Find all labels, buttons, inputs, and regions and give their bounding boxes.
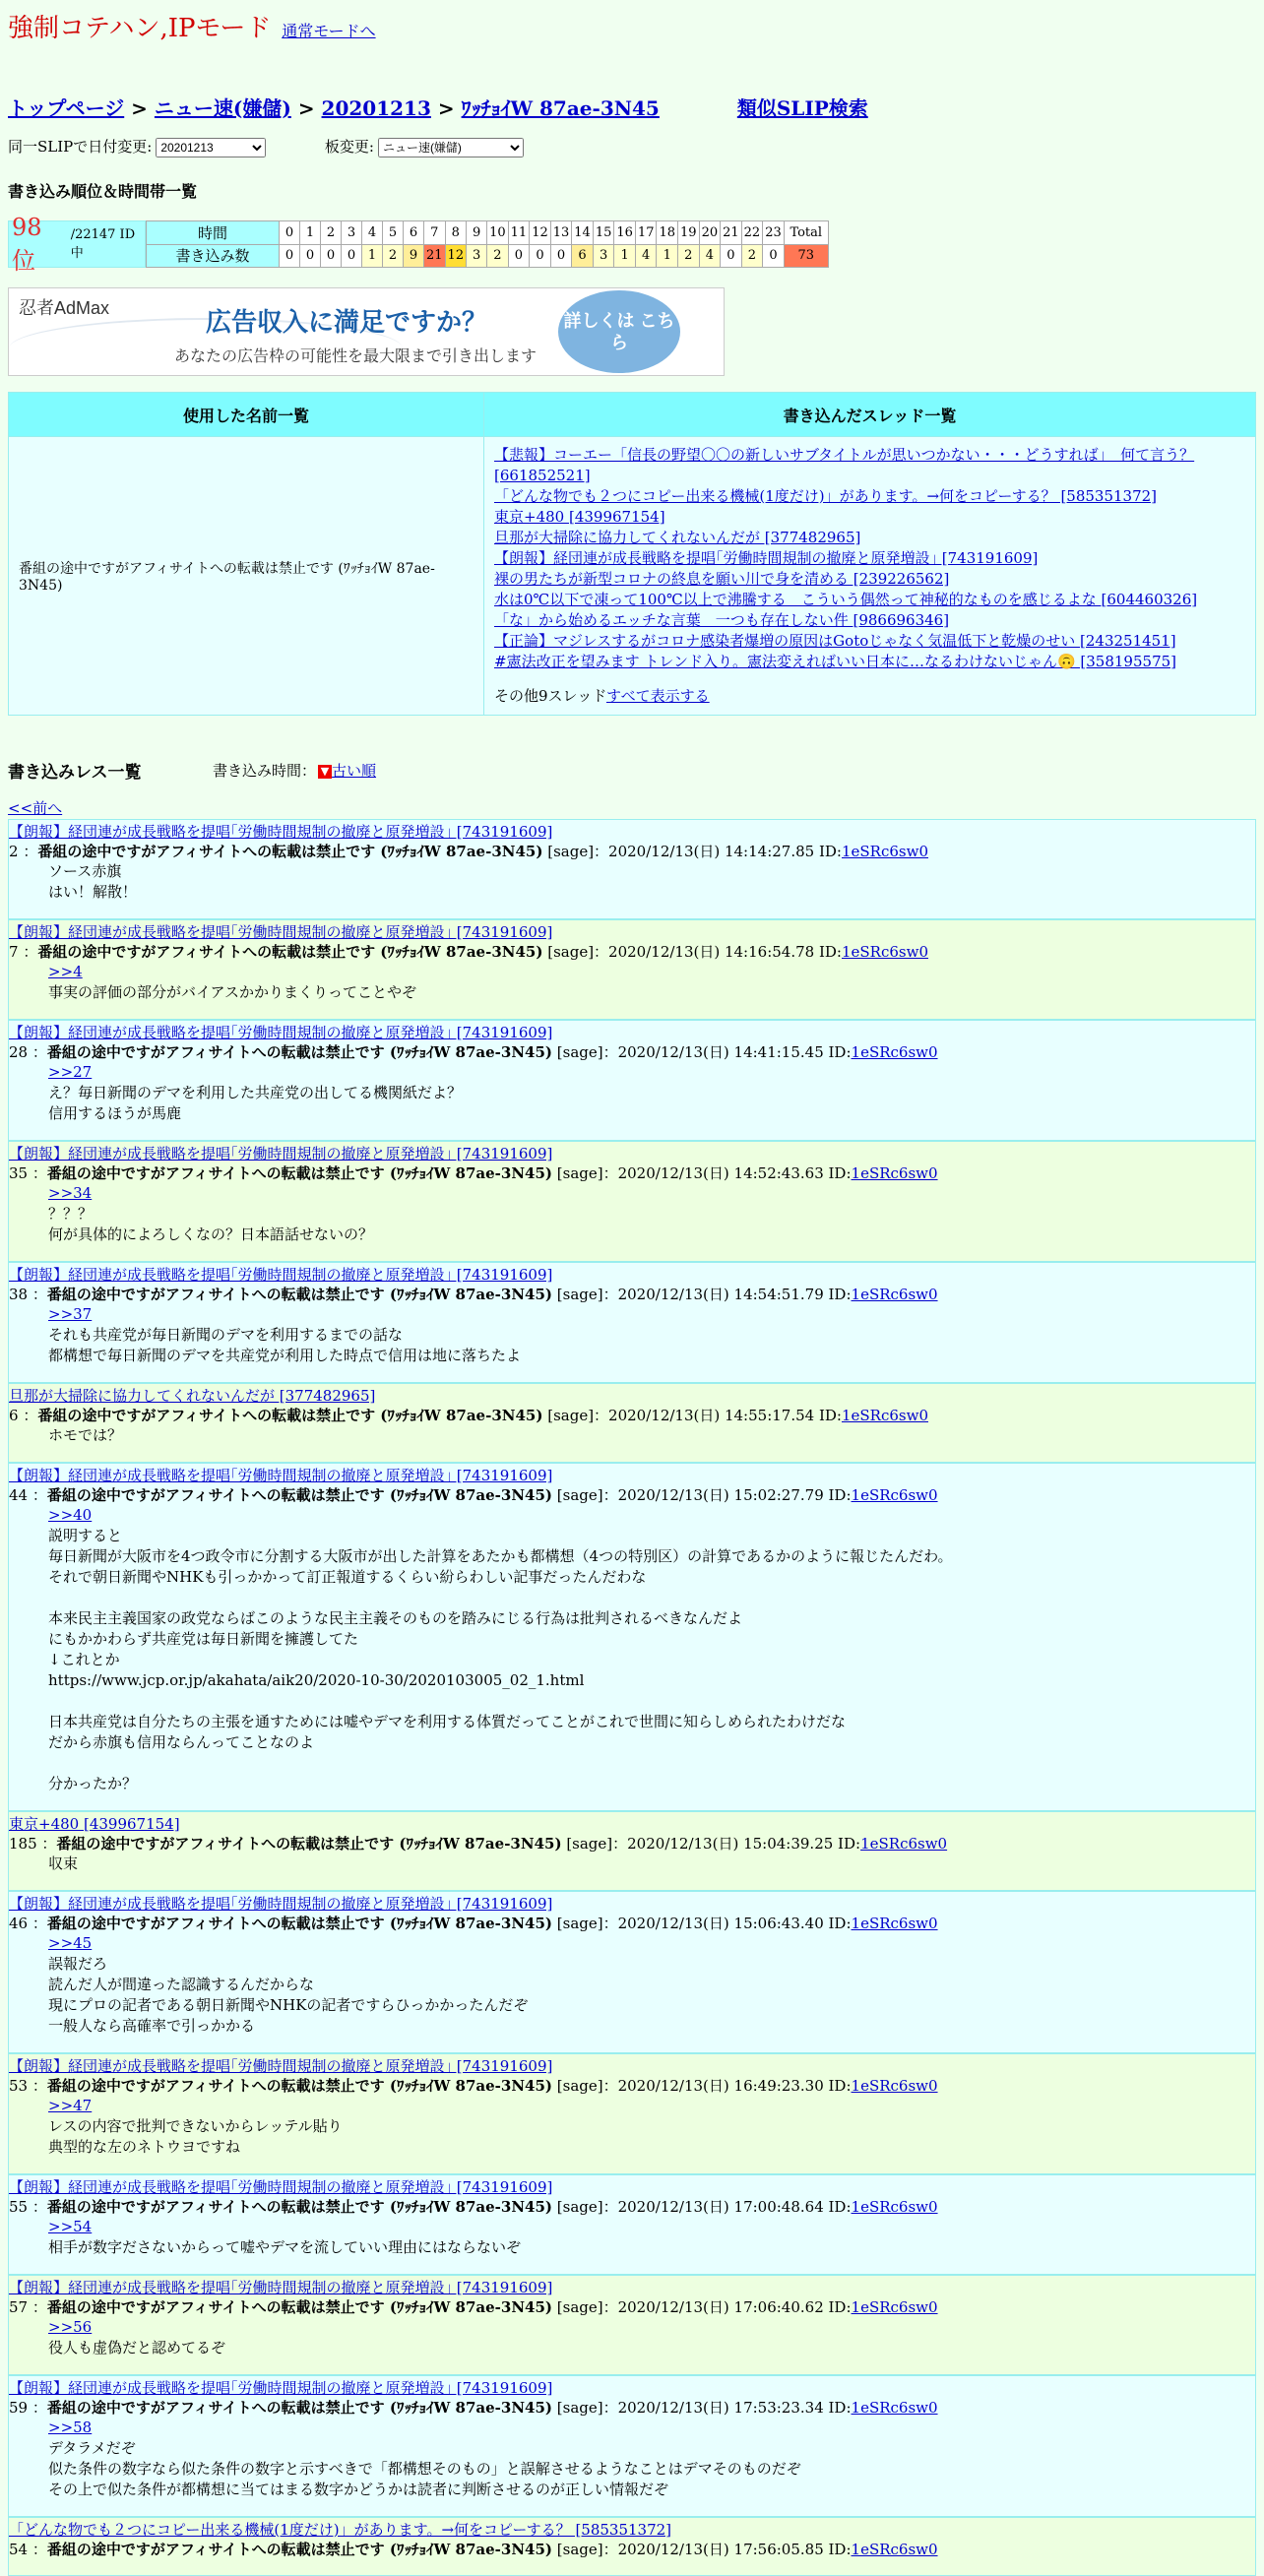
count-cell: 9 (404, 244, 424, 268)
post (8, 1141, 1256, 1262)
normal-mode-link[interactable]: 通常モードへ (282, 22, 376, 40)
post-id-link[interactable]: 1eSRc6sw0 (841, 1407, 928, 1424)
post-id-link[interactable]: 1eSRc6sw0 (851, 1915, 938, 1932)
breadcrumb-separator: > (131, 96, 148, 120)
post-number: 53 (9, 2077, 29, 2095)
count-cell: 2 (741, 244, 763, 268)
page-title: 強制コテハン,IPモード (8, 14, 272, 43)
board-select[interactable] (378, 138, 524, 157)
count-cell: 4 (635, 244, 657, 268)
post-meta: 44 ：番組の途中ですがアフィサイトへの転載は禁止です (ﾜｯﾁｮｲW 87ae-3N45) [sage]：2020/12/13(日) 15:02:27.79 ID:1eSRc6sw0 (9, 1486, 938, 1504)
count-cell: 0 (280, 244, 300, 268)
post-info: [sage]：2020/12/13(日) 15:02:27.79 ID: (552, 1486, 852, 1504)
post-info: [sage]：2020/12/13(日) 14:54:51.79 ID: (552, 1286, 852, 1303)
post-author: 番組の途中ですがアフィサイトへの転載は禁止です (ﾜｯﾁｮｲW 87ae-3N45) (56, 1835, 562, 1853)
hour-cell: 3 (342, 221, 362, 245)
hour-cell: 7 (424, 221, 446, 245)
post-thread-link[interactable]: 【朗報】経団連が成長戦略を提唱｢労働時間規制の撤廃と原発増設｣ [743191609] (9, 1145, 553, 1162)
post-author: 番組の途中ですがアフィサイトへの転載は禁止です (ﾜｯﾁｮｲW 87ae-3N45) (46, 1486, 552, 1504)
hour-cell: 10 (487, 221, 509, 245)
post-info: [sage]：2020/12/13(日) 14:55:17.54 ID: (542, 1407, 842, 1424)
reply-anchor-link[interactable]: >>47 (48, 2097, 93, 2114)
post-text: 事実の評価の部分がバイアスかかりまくりってことやぞ (48, 983, 416, 1001)
count-cell: 6 (572, 244, 594, 268)
post-thread-link[interactable]: 【朗報】経団連が成長戦略を提唱｢労働時間規制の撤廃と原発増設｣ [743191609] (9, 923, 553, 941)
post (8, 2275, 1256, 2375)
count-cell: 73 (784, 244, 828, 268)
thread-link[interactable]: 「どんな物でも２つにコピー出来る機械(1度だけ)」があります。→何をコピーする？ [585351372] (494, 487, 1158, 505)
post-id-link[interactable]: 1eSRc6sw0 (851, 2077, 938, 2095)
sort-oldest-link[interactable]: 古い順 (332, 762, 377, 780)
breadcrumb-date[interactable]: 20201213 (321, 96, 431, 120)
ad-logo: 忍者AdMax (19, 298, 110, 318)
post-body (48, 1505, 1255, 1794)
post-text: 役人も虚偽だと認めてるぞ (48, 2339, 226, 2356)
hour-row (147, 221, 829, 245)
post-text: レスの内容で批判できないからレッテル貼り 典型的な左のネトウヨですね (48, 2117, 343, 2156)
breadcrumb-board[interactable]: ニュー速(嫌儲) (154, 96, 291, 120)
other-threads (494, 686, 1245, 707)
post-author: 番組の途中ですがアフィサイトへの転載は禁止です (ﾜｯﾁｮｲW 87ae-3N45) (46, 1915, 552, 1932)
thread-link[interactable]: 裸の男たちが新型コロナの終息を願い川で身を清める [239226562] (494, 570, 950, 588)
breadcrumb-top[interactable]: トップページ (8, 96, 125, 120)
post-author: 番組の途中ですがアフィサイトへの転載は禁止です (ﾜｯﾁｮｲW 87ae-3N45) (37, 843, 543, 860)
hour-cell: 21 (721, 221, 742, 245)
post-body (48, 861, 1255, 903)
board-change-label: 板変更: (324, 138, 374, 156)
posts-section-title: 書き込みレス一覧 (8, 763, 142, 783)
post-thread-link[interactable]: 【朗報】経団連が成長戦略を提唱｢労働時間規制の撤廃と原発増設｣ [743191609] (9, 1895, 553, 1913)
post-thread-link[interactable]: 【朗報】経団連が成長戦略を提唱｢労働時間規制の撤廃と原発増設｣ [743191609] (9, 1266, 553, 1284)
ad-details-button[interactable]: 詳しくは こちら (558, 290, 680, 373)
hour-cell: 6 (404, 221, 424, 245)
post-number: 46 (9, 1915, 29, 1932)
count-cell: 2 (678, 244, 700, 268)
post-text: それも共産党が毎日新聞のデマを利用するまでの話な 都構想で毎日新聞のデマを共産党が利用した時点で信用は地に落ちたよ (48, 1326, 522, 1364)
post-text: デタラメだぞ 似た条件の数字なら似た条件の数字と示すべきで「都構想そのもの」と誤解させるようなことはデマそのものだぞ その上で似た条件が都構想に当てはまる数字かどうかは読者に判断させるのが正しい情報だぞ (48, 2439, 801, 2498)
threads-header: 書き込んだスレッド一覧 (484, 393, 1256, 437)
post-number: 38 (9, 1286, 29, 1303)
sort-control (213, 760, 376, 781)
post-id-link[interactable]: 1eSRc6sw0 (851, 2399, 938, 2417)
reply-anchor-link[interactable]: >>56 (48, 2318, 93, 2336)
post (8, 2517, 1256, 2576)
post (8, 819, 1256, 919)
post-info: [sage]：2020/12/13(日) 14:41:15.45 ID: (552, 1043, 852, 1061)
post-thread-link[interactable]: 【朗報】経団連が成長戦略を提唱｢労働時間規制の撤廃と原発増設｣ [743191609] (9, 1467, 553, 1484)
count-cell: 4 (699, 244, 721, 268)
hour-cell: 13 (550, 221, 572, 245)
post-number: 2 (9, 843, 19, 860)
post-info: [sage]：2020/12/13(日) 14:14:27.85 ID: (542, 843, 842, 860)
hour-cell: 18 (657, 221, 678, 245)
post-number: 57 (9, 2298, 29, 2316)
post-author: 番組の途中ですがアフィサイトへの転載は禁止です (ﾜｯﾁｮｲW 87ae-3N45) (46, 1043, 552, 1061)
post (8, 1891, 1256, 2053)
post-text: ホモでは？ (48, 1426, 123, 1444)
reply-anchor-link[interactable]: >>45 (48, 1934, 93, 1952)
hourly-table (146, 220, 829, 268)
hour-cell: 14 (572, 221, 594, 245)
ranking-table (8, 213, 829, 275)
posts-list (8, 819, 1256, 2576)
post (8, 1262, 1256, 1383)
post-text: ？？？ 何が具体的によろしくなの？日本語話せないの？ (48, 1205, 374, 1243)
hour-cell: 16 (614, 221, 636, 245)
show-all-threads-link[interactable]: すべて表示する (605, 687, 710, 705)
post-author: 番組の途中ですがアフィサイトへの転載は禁止です (ﾜｯﾁｮｲW 87ae-3N45) (37, 943, 543, 961)
post-author: 番組の途中ですがアフィサイトへの転載は禁止です (ﾜｯﾁｮｲW 87ae-3N45) (37, 1407, 543, 1424)
post-body (48, 1853, 1255, 1874)
count-cell: 0 (508, 244, 530, 268)
post-meta: 46 ：番組の途中ですがアフィサイトへの転載は禁止です (ﾜｯﾁｮｲW 87ae-3N45) [sage]：2020/12/13(日) 15:06:43.40 ID:1eSRc6sw0 (9, 1915, 938, 1932)
post-author: 番組の途中ですがアフィサイトへの転載は禁止です (ﾜｯﾁｮｲW 87ae-3N45) (46, 2198, 552, 2216)
hour-cell: 0 (280, 221, 300, 245)
post-thread-link[interactable]: 【朗報】経団連が成長戦略を提唱｢労働時間規制の撤廃と原発増設｣ [743191609] (9, 2057, 553, 2075)
post-number: 35 (9, 1164, 29, 1182)
hour-cell: Total (784, 221, 828, 245)
post-info: [sage]：2020/12/13(日) 17:06:40.62 ID: (552, 2298, 852, 2316)
post-meta: 185 ：番組の途中ですがアフィサイトへの転載は禁止です (ﾜｯﾁｮｲW 87ae-3N45) [sage]：2020/12/13(日) 15:04:39.25 ID:1eSRc6sw0 (9, 1835, 948, 1853)
hour-cell: 22 (741, 221, 763, 245)
count-cell: 0 (530, 244, 551, 268)
count-cell: 2 (487, 244, 509, 268)
post-id-link[interactable]: 1eSRc6sw0 (851, 1164, 938, 1182)
hour-cell: 1 (300, 221, 321, 245)
post-thread-link[interactable]: 【朗報】経団連が成長戦略を提唱｢労働時間規制の撤廃と原発増設｣ [743191609] (9, 2178, 553, 2196)
post-author: 番組の途中ですがアフィサイトへの転載は禁止です (ﾜｯﾁｮｲW 87ae-3N45) (46, 2077, 552, 2095)
post-thread-link[interactable]: 【朗報】経団連が成長戦略を提唱｢労働時間規制の撤廃と原発増設｣ [743191609] (9, 823, 553, 841)
ad-headline: 広告収入に満足ですか？ (206, 307, 488, 337)
post (8, 2053, 1256, 2174)
post (8, 1463, 1256, 1811)
ad-banner[interactable] (8, 287, 725, 376)
post-text: ソース赤旗 はい！解散！ (48, 862, 138, 901)
post-id-link[interactable]: 1eSRc6sw0 (851, 1486, 938, 1504)
page-header (8, 8, 376, 44)
ranking-section-title: 書き込み順位＆時間帯一覧 (8, 182, 198, 201)
post-number: 6 (9, 1407, 19, 1424)
post-meta: 55 ：番組の途中ですがアフィサイトへの転載は禁止です (ﾜｯﾁｮｲW 87ae-3N45) [sage]：2020/12/13(日) 17:00:48.64 ID:1eSRc6sw0 (9, 2198, 938, 2216)
hour-cell: 4 (362, 221, 383, 245)
post-meta: 57 ：番組の途中ですがアフィサイトへの転載は禁止です (ﾜｯﾁｮｲW 87ae-3N45) [sage]：2020/12/13(日) 17:06:40.62 ID:1eSRc6sw0 (9, 2298, 938, 2316)
hour-cell: 11 (508, 221, 530, 245)
hour-cell: 9 (467, 221, 487, 245)
post-info: [sage]：2020/12/13(日) 14:52:43.63 ID: (552, 1164, 852, 1182)
count-cell: 3 (593, 244, 614, 268)
count-cell: 3 (467, 244, 487, 268)
post-thread-link[interactable]: 「どんな物でも２つにコピー出来る機械(1度だけ)」があります。→何をコピーする？ [585351372] (9, 2521, 672, 2539)
post-body (48, 2096, 1255, 2158)
post-meta: 59 ：番組の途中ですがアフィサイトへの転載は禁止です (ﾜｯﾁｮｲW 87ae-3N45) [sage]：2020/12/13(日) 17:53:23.34 ID:1eSRc6sw0 (9, 2399, 938, 2417)
post-id-link[interactable]: 1eSRc6sw0 (841, 843, 928, 860)
rank-box (8, 213, 146, 275)
post-author: 番組の途中ですがアフィサイトへの転載は禁止です (ﾜｯﾁｮｲW 87ae-3N45) (46, 1286, 552, 1303)
post-body (48, 2418, 1255, 2500)
post-id-link[interactable]: 1eSRc6sw0 (851, 2298, 938, 2316)
post-body (48, 2217, 1255, 2258)
other-threads-label: その他9スレッド (494, 687, 606, 705)
post-info: [sage]：2020/12/13(日) 17:53:23.34 ID: (552, 2399, 852, 2417)
post-body (48, 1062, 1255, 1124)
post-body (48, 1304, 1255, 1366)
post-info: [sage]：2020/12/13(日) 14:16:54.78 ID: (542, 943, 842, 961)
post-id-link[interactable]: 1eSRc6sw0 (851, 1286, 938, 1303)
count-cell: 0 (321, 244, 342, 268)
post-id-link[interactable]: 1eSRc6sw0 (841, 943, 928, 961)
count-cell: 21 (424, 244, 446, 268)
thread-link[interactable]: 「な」から始めるエッチな言葉 一つも存在しない件 [986696346] (494, 611, 950, 629)
post-number: 54 (9, 2541, 29, 2558)
reply-anchor-link[interactable]: >>54 (48, 2218, 93, 2235)
selector-row (8, 136, 524, 157)
hour-cell: 23 (763, 221, 785, 245)
post (8, 2375, 1256, 2517)
post-number: 7 (9, 943, 19, 961)
post (8, 919, 1256, 1020)
post (8, 1811, 1256, 1891)
thread-link[interactable]: 【朗報】経団連が成長戦略を提唱｢労働時間規制の撤廃と原発増設｣ [743191609] (494, 549, 1039, 567)
post-meta: 7 ：番組の途中ですがアフィサイトへの転載は禁止です (ﾜｯﾁｮｲW 87ae-3N45) [sage]：2020/12/13(日) 14:16:54.78 ID:1eSRc6sw0 (9, 943, 928, 961)
reply-anchor-link[interactable]: >>34 (48, 1184, 93, 1202)
hour-label: 時間 (147, 221, 280, 245)
post-text: 誤報だろ 読んだ人が間違った認識するんだからな 現にプロの記者である朝日新聞やNHKの記者ですらひっかかったんだぞ 一般人なら高確率で引っかかる (48, 1955, 529, 2035)
post-info: [sage]：2020/12/13(日) 16:49:23.30 ID: (552, 2077, 852, 2095)
thread-link[interactable]: 旦那が大掃除に協力してくれないんだが [377482965] (494, 529, 861, 546)
post-number: 55 (9, 2198, 29, 2216)
post-id-link[interactable]: 1eSRc6sw0 (851, 1043, 938, 1061)
count-row (147, 244, 829, 268)
count-cell: 0 (550, 244, 572, 268)
prev-page-link[interactable]: <<前へ (8, 799, 63, 817)
post-meta: 2 ：番組の途中ですがアフィサイトへの転載は禁止です (ﾜｯﾁｮｲW 87ae-3N45) [sage]：2020/12/13(日) 14:14:27.85 ID:1eSRc6sw0 (9, 843, 928, 860)
post-meta: 28 ：番組の途中ですがアフィサイトへの転載は禁止です (ﾜｯﾁｮｲW 87ae-3N45) [sage]：2020/12/13(日) 14:41:15.45 ID:1eSRc6sw0 (9, 1043, 938, 1061)
post (8, 1020, 1256, 1141)
post-body (48, 2317, 1255, 2358)
post-id-link[interactable]: 1eSRc6sw0 (860, 1835, 948, 1853)
post-body (48, 962, 1255, 1003)
post-body (48, 1183, 1255, 1245)
post-text: 相手が数字ださないからって嘘やデマを流していい理由にはならないぞ (48, 2238, 522, 2256)
post-id-link[interactable]: 1eSRc6sw0 (851, 2198, 938, 2216)
hour-cell: 12 (530, 221, 551, 245)
post-thread-link[interactable]: 旦那が大掃除に協力してくれないんだが [377482965] (9, 1387, 376, 1405)
post (8, 2174, 1256, 2275)
date-select[interactable] (156, 138, 266, 157)
post-text: 収束 (48, 1854, 79, 1872)
names-threads-table (8, 392, 1256, 716)
breadcrumb-separator: > (297, 96, 315, 120)
names-header: 使用した名前一覧 (9, 393, 484, 437)
post-meta: 35 ：番組の途中ですがアフィサイトへの転載は禁止です (ﾜｯﾁｮｲW 87ae-3N45) [sage]：2020/12/13(日) 14:52:43.63 ID:1eSRc6sw0 (9, 1164, 938, 1182)
hour-cell: 2 (321, 221, 342, 245)
thread-link[interactable]: 水は0℃以下で凍って100℃以上で沸騰する こういう偶然って神秘的なものを感じるよな [604460326] (494, 591, 1198, 608)
count-cell: 1 (614, 244, 636, 268)
post-info: [sage]：2020/12/13(日) 15:06:43.40 ID: (552, 1915, 852, 1932)
thread-link[interactable]: 【正論】マジレスするがコロナ感染者爆増の原因はGotoじゃなく気温低下と乾燥のせい [243251451] (494, 632, 1176, 650)
post-thread-link[interactable]: 東京+480 [439967154] (9, 1815, 180, 1833)
post-meta: 54 ：番組の途中ですがアフィサイトへの転載は禁止です (ﾜｯﾁｮｲW 87ae-3N45) [sage]：2020/12/13(日) 17:56:05.85 ID:1eSRc6sw0 (9, 2541, 938, 2558)
count-cell: 1 (657, 244, 678, 268)
post-text: え？毎日新聞のデマを利用した共産党の出してる機関紙だよ？ 信用するほうが馬鹿 (48, 1084, 463, 1122)
post-thread-link[interactable]: 【朗報】経団連が成長戦略を提唱｢労働時間規制の撤廃と原発増設｣ [743191609] (9, 2279, 553, 2296)
sort-label: 書き込み時間： (213, 762, 317, 780)
post-thread-link[interactable]: 【朗報】経団連が成長戦略を提唱｢労働時間規制の撤廃と原発増設｣ [743191609] (9, 2379, 553, 2397)
post-number: 185 (9, 1835, 37, 1853)
post-meta: 6 ：番組の途中ですがアフィサイトへの転載は禁止です (ﾜｯﾁｮｲW 87ae-3N45) [sage]：2020/12/13(日) 14:55:17.54 ID:1eSRc6sw0 (9, 1407, 928, 1424)
post-id-link[interactable]: 1eSRc6sw0 (851, 2541, 938, 2558)
post-author: 番組の途中ですがアフィサイトへの転載は禁止です (ﾜｯﾁｮｲW 87ae-3N45) (46, 1164, 552, 1182)
post-number: 28 (9, 1043, 29, 1061)
post-number: 44 (9, 1486, 29, 1504)
post-author: 番組の途中ですがアフィサイトへの転載は禁止です (ﾜｯﾁｮｲW 87ae-3N45) (46, 2541, 552, 2558)
date-change-label: 同一SLIPで日付変更: (8, 138, 153, 156)
post-info: [sage]：2020/12/13(日) 17:56:05.85 ID: (552, 2541, 852, 2558)
reply-anchor-link[interactable]: >>58 (48, 2419, 93, 2436)
count-cell: 1 (362, 244, 383, 268)
post (8, 1383, 1256, 1463)
count-cell: 0 (300, 244, 321, 268)
hour-cell: 15 (593, 221, 614, 245)
count-cell: 0 (763, 244, 785, 268)
reply-anchor-link[interactable]: >>4 (48, 963, 83, 980)
count-cell: 2 (383, 244, 404, 268)
post-body (48, 1425, 1255, 1446)
hour-cell: 17 (635, 221, 657, 245)
reply-anchor-link[interactable]: >>40 (48, 1506, 93, 1524)
thread-link[interactable]: 東京+480 [439967154] (494, 508, 665, 526)
similar-slip-search-link[interactable]: 類似SLIP検索 (736, 96, 868, 120)
count-cell: 0 (342, 244, 362, 268)
post-number: 59 (9, 2399, 29, 2417)
hour-cell: 19 (678, 221, 700, 245)
thread-link[interactable]: #憲法改正を望みます トレンド入り。憲法変えればいい日本に…なるわけないじゃん🙃 [358195575] (494, 653, 1177, 670)
breadcrumb (8, 93, 868, 121)
thread-list (484, 437, 1256, 716)
sort-down-icon: ▼ (318, 765, 332, 779)
ad-subtext: あなたの広告枠の可能性を最大限まで引き出します (174, 348, 537, 365)
post-author: 番組の途中ですがアフィサイトへの転載は禁止です (ﾜｯﾁｮｲW 87ae-3N45) (46, 2298, 552, 2316)
count-label: 書き込み数 (147, 244, 280, 268)
post-meta: 38 ：番組の途中ですがアフィサイトへの転載は禁止です (ﾜｯﾁｮｲW 87ae-3N45) [sage]：2020/12/13(日) 14:54:51.79 ID:1eSRc6sw0 (9, 1286, 938, 1303)
reply-anchor-link[interactable]: >>37 (48, 1305, 93, 1323)
hour-cell: 20 (699, 221, 721, 245)
post-body (48, 1933, 1255, 2037)
post-info: [sage]：2020/12/13(日) 15:04:39.25 ID: (561, 1835, 861, 1853)
count-cell: 0 (721, 244, 742, 268)
reply-anchor-link[interactable]: >>27 (48, 1063, 93, 1081)
hour-cell: 5 (383, 221, 404, 245)
hour-cell: 8 (445, 221, 467, 245)
rank-value: 98 位 (12, 213, 42, 275)
post-thread-link[interactable]: 【朗報】経団連が成長戦略を提唱｢労働時間規制の撤廃と原発増設｣ [743191609] (9, 1024, 553, 1041)
breadcrumb-separator: > (437, 96, 455, 120)
count-cell: 12 (445, 244, 467, 268)
post-meta: 53 ：番組の途中ですがアフィサイトへの転載は禁止です (ﾜｯﾁｮｲW 87ae-3N45) [sage]：2020/12/13(日) 16:49:23.30 ID:1eSRc6sw0 (9, 2077, 938, 2095)
thread-link[interactable]: 【悲報】コーエー「信長の野望〇〇の新しいサブタイトルが思いつかない・・・どうすれば」 何て言う？ [661852521] (494, 446, 1195, 484)
post-info: [sage]：2020/12/13(日) 17:00:48.64 ID: (552, 2198, 852, 2216)
rank-total: /22147 ID中 (70, 227, 136, 261)
post-author: 番組の途中ですがアフィサイトへの転載は禁止です (ﾜｯﾁｮｲW 87ae-3N45) (46, 2399, 552, 2417)
used-name: 番組の途中ですがアフィサイトへの転載は禁止です (ﾜｯﾁｮｲW 87ae-3N45) (9, 437, 484, 716)
breadcrumb-slip[interactable]: ﾜｯﾁｮｲW 87ae-3N45 (461, 96, 660, 120)
post-text: 説明すると 毎日新聞が大阪市を4つ政令市に分割する大阪市が出した計算をあたかも都構想（4つの特別区）の計算であるかのように報じたんだわ。 それで朝日新聞やNHKも引っかかって訂正報道するくらい紛らわしい記事だったんだわな 本来民主主義国家の政党ならばこのような民主主義そのものを踏みにじる行為は批判されるべきなんだよ にもかかわらず共産党は毎日新聞を擁護してた ↓これとか https://www.jcp.or.jp/akahata/aik20/2020-10-30/2020103005_02_1.html 日本共産党は自分たちの主張を通すためには嘘やデマを利用する体質だってことがこれで世間に知らしめられたわけだな だから赤旗も信用ならんってことなのよ 分かったか？ (48, 1527, 953, 1792)
